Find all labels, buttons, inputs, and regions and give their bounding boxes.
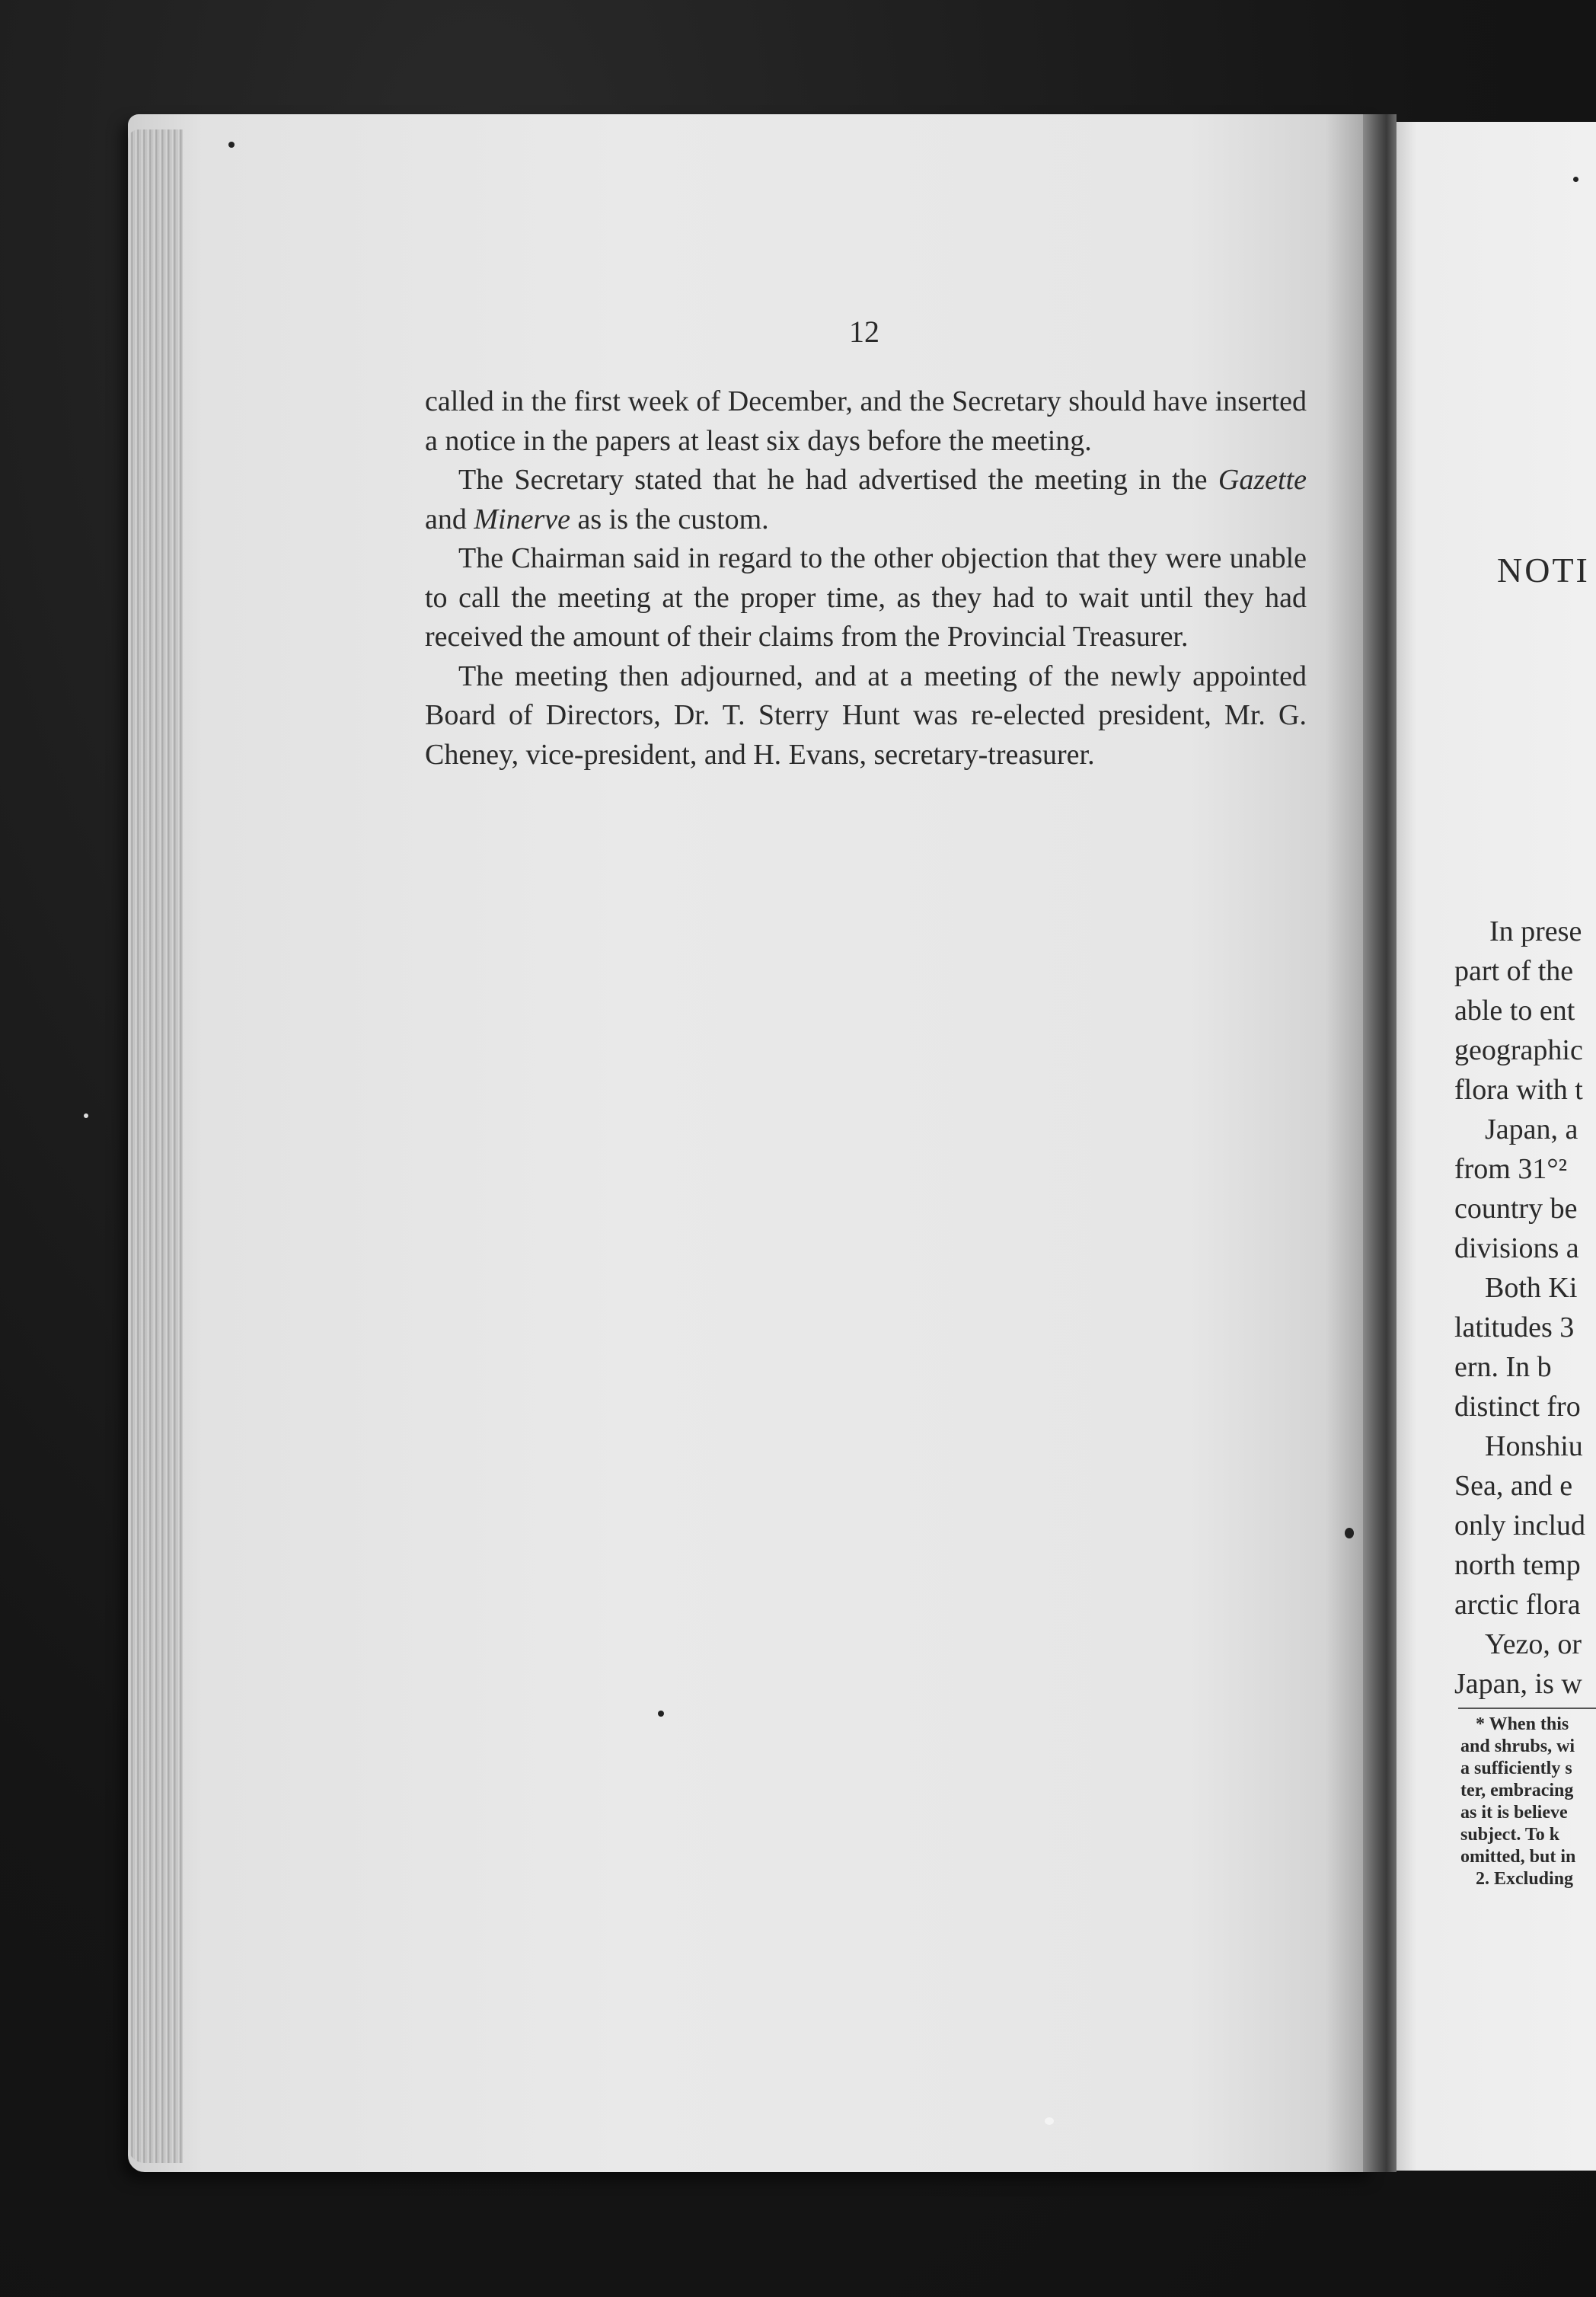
right-line: latitudes 3 [1454, 1311, 1575, 1343]
scan-speck [84, 1113, 88, 1118]
footnote-line: omitted, but in [1460, 1847, 1576, 1867]
footnote-line: as it is believe [1460, 1803, 1568, 1823]
page-edges [128, 129, 183, 2163]
right-page-heading: NOTI [1497, 551, 1590, 589]
paragraph-2-text-c: as is the custom. [570, 503, 769, 535]
page-number: 12 [849, 315, 879, 349]
right-line: divisions a [1454, 1232, 1579, 1264]
footnote-line: 2. Excluding [1476, 1869, 1574, 1889]
paragraph-2 [425, 461, 1307, 539]
footnote-line: subject. To k [1460, 1825, 1560, 1845]
footnote-line: a sufficiently s [1460, 1759, 1572, 1778]
right-line: distinct fro [1454, 1391, 1581, 1423]
paragraph-2-text-a: The Secretary stated that he had advertised the meeting in the [458, 464, 1218, 496]
right-line: north temp [1454, 1549, 1581, 1581]
scan-speck [1573, 177, 1578, 182]
paragraph-1: called in the first week of December, and the Secretary should have inserted a notice in the papers at least six days before the meeting. [425, 385, 1307, 457]
right-line: able to ent [1454, 995, 1575, 1027]
right-line: part of the [1454, 955, 1574, 987]
footnote-line: * When this [1476, 1714, 1569, 1734]
paragraph-2-text-b: and [425, 503, 474, 535]
scan-speck [228, 142, 235, 148]
book-gutter [1363, 114, 1396, 2172]
scan-speck [1345, 1528, 1354, 1538]
scan-speck [658, 1711, 664, 1717]
right-line: arctic flora [1454, 1589, 1581, 1621]
right-line: geographic [1454, 1034, 1583, 1066]
footnotes [1460, 1714, 1575, 1890]
gazette-title: Gazette [1218, 464, 1307, 496]
right-line: Honshiu [1485, 1430, 1583, 1462]
left-page-text [425, 382, 1307, 775]
paragraph-3: The Chairman said in regard to the other objection that they were unable to call the meeting at the proper time, as they had to wait until they had received the amount of their claims from the Provincial Treasurer. [425, 542, 1307, 653]
footnote-line: and shrubs, wi [1460, 1736, 1575, 1756]
right-line: Both Ki [1485, 1272, 1578, 1304]
scan-speck [1045, 2117, 1054, 2125]
right-line: Japan, a [1485, 1113, 1578, 1145]
footnote-line: ter, embracing [1460, 1781, 1574, 1800]
right-line: only includ [1454, 1510, 1586, 1541]
footnote-rule [1458, 1708, 1596, 1709]
right-line: flora with t [1454, 1074, 1583, 1106]
right-line: country be [1454, 1193, 1578, 1225]
minerve-title: Minerve [474, 503, 570, 535]
right-line: Yezo, or [1485, 1628, 1582, 1660]
paragraph-4: The meeting then adjourned, and at a meeting of the newly appointed Board of Directors, Dr. T. Sterry Hunt was re-elected president, Mr. G. Cheney, vice-president, and H. Evans, secretary-treasurer. [425, 660, 1307, 771]
right-line: from 31°² [1454, 1153, 1567, 1185]
right-line: In prese [1489, 915, 1582, 947]
right-line: Japan, is w [1454, 1668, 1582, 1700]
right-line: Sea, and e [1454, 1470, 1573, 1502]
right-line: ern. In b [1454, 1351, 1552, 1383]
